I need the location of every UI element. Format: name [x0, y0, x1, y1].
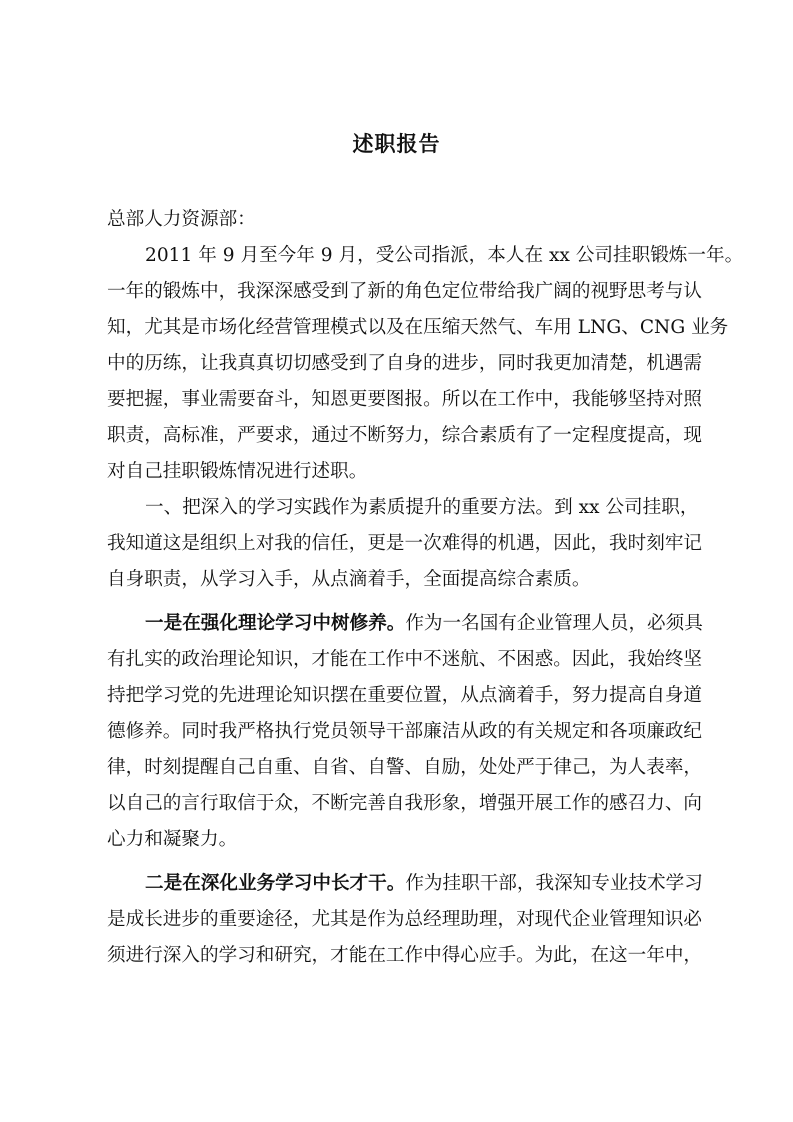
paragraph-line: 以自己的言行取信于众，不断完善自我形象，增强开展工作的感召力、向: [107, 793, 703, 814]
paragraph-line: 心力和凝聚力。: [107, 829, 238, 850]
section-heading-line: 一、把深入的学习实践作为素质提升的重要方法。到 xx 公司挂职，: [145, 497, 699, 518]
paragraph-line: 中的历练，让我真真切切感受到了自身的进步，同时我更加清楚，机遇需: [107, 353, 703, 374]
paragraph-line: 一年的锻炼中，我深深感受到了新的角色定位带给我广阔的视野思考与认: [107, 281, 703, 302]
paragraph-line: 知，尤其是市场化经营管理模式以及在压缩天然气、车用 LNG、CNG 业务: [107, 317, 729, 338]
bold-lead: 一是在强化理论学习中树修养。: [145, 613, 406, 634]
paragraph-line: 自身职责，从学习入手，从点滴着手，全面提高综合素质。: [107, 569, 591, 590]
paragraph-line: 有扎实的政治理论知识，才能在工作中不迷航、不困惑。因此，我始终坚: [107, 649, 703, 670]
paragraph-intro: [107, 238, 744, 490]
paragraph-line: 对自己挂职锻炼情况进行述职。: [107, 461, 368, 482]
document-body: [107, 202, 744, 974]
paragraph-line: 须进行深入的学习和研究，才能在工作中得心应手。为此，在这一年中，: [107, 945, 703, 966]
paragraph-theory-study: [107, 606, 703, 858]
paragraph-first-line: [107, 606, 703, 642]
paragraph-business-study: [107, 866, 703, 974]
paragraph-line: 律，时刻提醒自己自重、自省、自警、自励，处处严于律己，为人表率，: [107, 757, 703, 778]
paragraph-first-line: [107, 866, 703, 902]
paragraph-line: 是成长进步的重要途径，尤其是作为总经理助理，对现代企业管理知识必: [107, 909, 703, 930]
bold-lead: 二是在深化业务学习中长才干。: [145, 873, 406, 894]
paragraph-line: 我知道这是组织上对我的信任，更是一次难得的机遇，因此，我时刻牢记: [107, 533, 703, 554]
paragraph-line: 要把握，事业需要奋斗，知恩更要图报。所以在工作中，我能够坚持对照: [107, 389, 703, 410]
paragraph-text: 作为挂职干部，我深知专业技术学习: [405, 873, 703, 894]
paragraph-line: 德修养。同时我严格执行党员领导干部廉洁从政的有关规定和各项廉政纪: [107, 721, 703, 742]
paragraph-line: 持把学习党的先进理论知识摆在重要位置，从点滴着手，努力提高自身道: [107, 685, 703, 706]
paragraph-text: 作为一名国有企业管理人员，必须具: [405, 613, 703, 634]
paragraph-line: 2011 年 9 月至今年 9 月，受公司指派，本人在 xx 公司挂职锻炼一年。: [145, 245, 744, 266]
paragraph-section-one: [107, 490, 703, 598]
salutation: 总部人力资源部：: [107, 209, 256, 230]
document-title: 述职报告: [352, 132, 441, 156]
paragraph-line: 职责，高标准，严要求，通过不断努力，综合素质有了一定程度提高，现: [107, 425, 703, 446]
